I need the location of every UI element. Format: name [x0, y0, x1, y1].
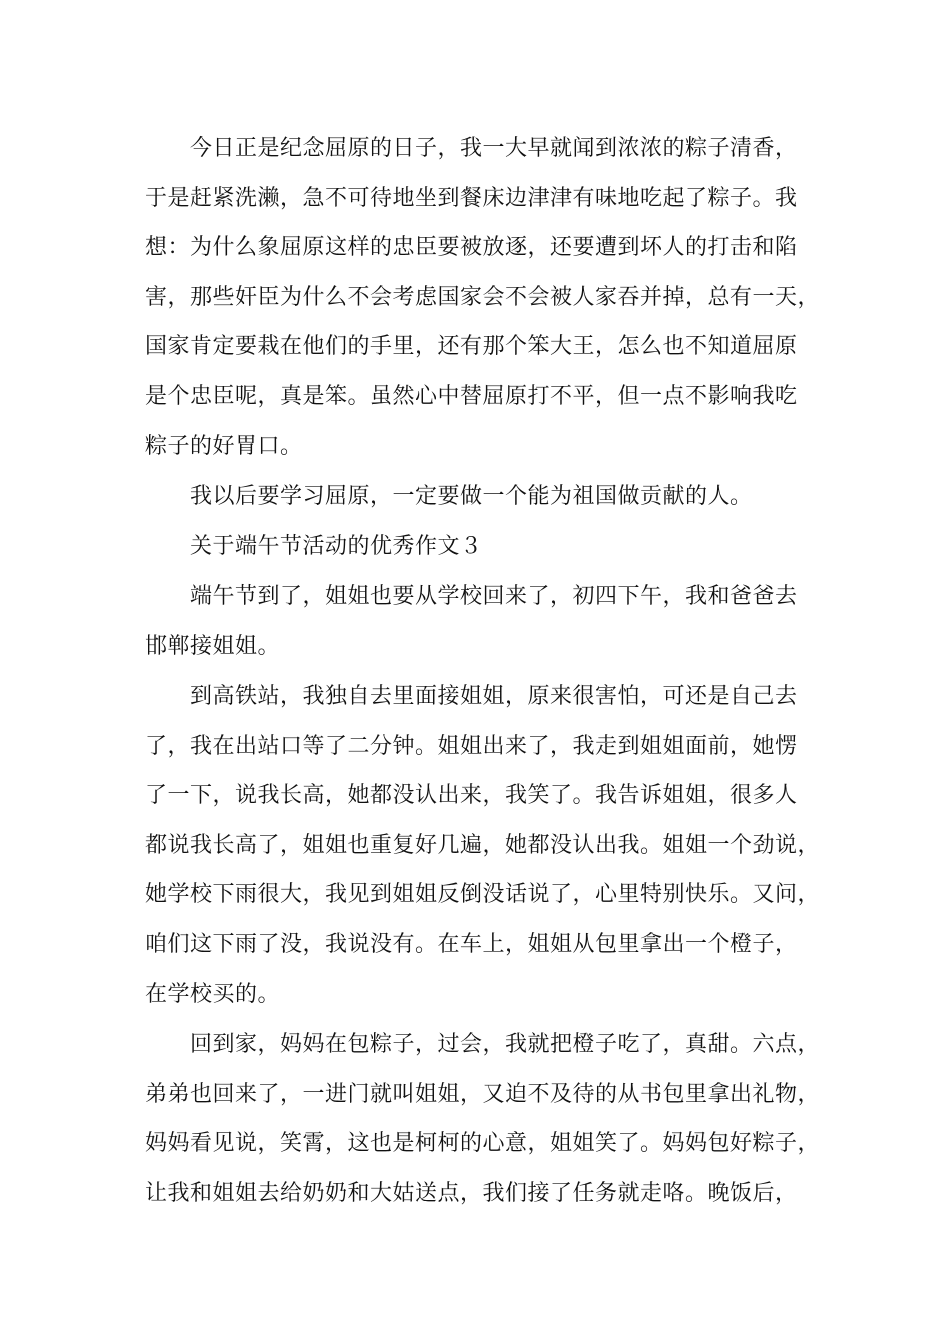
paragraph-3 — [145, 572, 815, 671]
paragraph-1 — [145, 124, 821, 471]
paragraph-line: 弟弟也回来了，一进门就叫姐姐，又迫不及待的从书包里拿出礼物， — [145, 1081, 821, 1107]
paragraph-line: 回到家，妈妈在包粽子，过会，我就把橙子吃了，真甜。六点， — [190, 1032, 821, 1057]
paragraph-4 — [145, 672, 821, 1019]
paragraph-2 — [145, 472, 815, 522]
paragraph-line: 咱们这下雨了没，我说没有。在车上，姐姐从包里拿出一个橙子， — [145, 931, 798, 957]
paragraph-line: 在学校买的。 — [145, 981, 281, 1007]
paragraph-line: 邯郸接姐姐。 — [145, 633, 281, 659]
paragraph-line: 到高铁站，我独自去里面接姐姐，原来很害怕，可还是自己去 — [190, 684, 798, 709]
heading-text: 关于端午节活动的优秀作文３ — [190, 534, 483, 559]
paragraph-line: 粽子的好胃口。 — [145, 433, 303, 459]
paragraph-line: 了，我在出站口等了二分钟。姐姐出来了，我走到姐姐面前，她愣 — [145, 733, 798, 759]
paragraph-line: 让我和姐姐去给奶奶和大姑送点，我们接了任务就走咯。晚饭后， — [145, 1180, 798, 1206]
section-heading — [145, 522, 815, 572]
paragraph-line: 于是赶紧洗濑，急不可待地坐到餐床边津津有味地吃起了粽子。我 — [145, 185, 798, 211]
paragraph-line: 害，那些奸臣为什么不会考虑国家会不会被人家吞并掉，总有一天， — [145, 284, 821, 310]
paragraph-line: 端午节到了，姐姐也要从学校回来了，初四下午，我和爸爸去 — [190, 584, 798, 609]
paragraph-5 — [145, 1020, 821, 1218]
paragraph-line: 是个忠臣呢，真是笨。虽然心中替屈原打不平，但一点不影响我吃 — [145, 383, 798, 409]
paragraph-line: 妈妈看见说，笑霄，这也是柯柯的心意，姐姐笑了。妈妈包好粽子， — [145, 1131, 821, 1157]
paragraph-line: 了一下，说我长高，她都没认出来，我笑了。我告诉姐姐，很多人 — [145, 783, 798, 809]
paragraph-line: 我以后要学习屈原，一定要做一个能为祖国做贡献的人。 — [190, 484, 753, 509]
paragraph-line: 她学校下雨很大，我见到姐姐反倒没话说了，心里特别快乐。又问， — [145, 882, 821, 908]
paragraph-line: 今日正是纪念屈原的日子，我一大早就闻到浓浓的粽子清香， — [190, 136, 798, 161]
paragraph-line: 国家肯定要栽在他们的手里，还有那个笨大王，怎么也不知道屈原 — [145, 334, 798, 360]
paragraph-line: 都说我长高了，姐姐也重复好几遍，她都没认出我。姐姐一个劲说， — [145, 832, 821, 858]
paragraph-line: 想：为什么象屈原这样的忠臣要被放逐，还要遭到坏人的打击和陷 — [145, 235, 798, 261]
